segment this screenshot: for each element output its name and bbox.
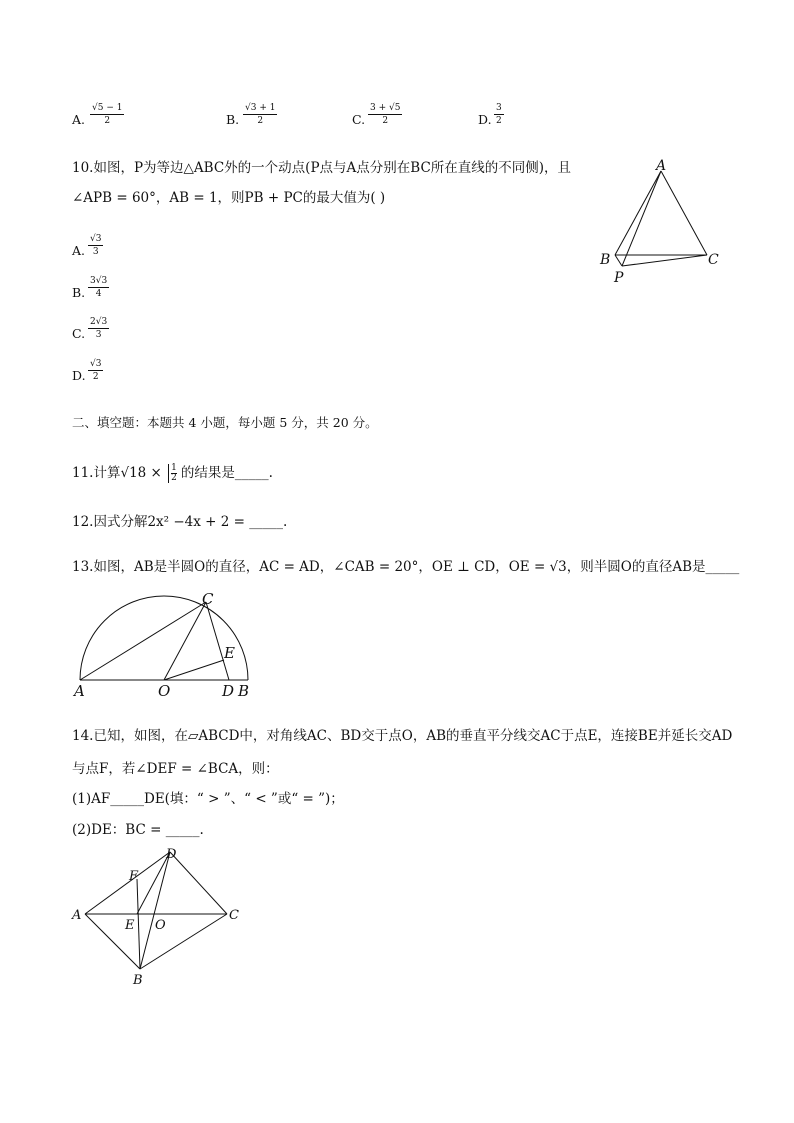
q9-option-c-label: C. — [352, 112, 366, 127]
q13-label-a: A — [74, 682, 85, 700]
q10-option-b-num: 3√3 — [90, 276, 108, 286]
q14-line-cb — [140, 914, 227, 969]
q14-label-a: A — [72, 908, 82, 923]
q14-diagonal-bd — [140, 852, 170, 969]
q10-option-c-label: C. — [72, 326, 86, 341]
q9-option-d-den: 2 — [496, 116, 502, 126]
q13-label-d: D — [222, 682, 235, 700]
q11-prefix: 11.计算√18 × — [72, 465, 167, 481]
q9-option-a-den: 2 — [104, 116, 111, 126]
q10-option-a-den: 3 — [92, 247, 99, 257]
q9-option-b-label: B. — [226, 112, 240, 127]
q9-option-d-label: D. — [478, 112, 492, 127]
q14-parallelogram-figure — [66, 840, 256, 990]
q9-option-b-fraction — [243, 103, 277, 126]
q9-option-c-num: 3 + √5 — [370, 103, 401, 113]
q14-part1: (1)AF_____DE(填：“ > ”、“ < ”或“ = ”)； — [72, 791, 344, 807]
q10-option-a-fraction — [88, 234, 103, 257]
q13-semicircle-figure — [70, 588, 260, 700]
q10-triangle-figure — [590, 158, 730, 288]
q10-option-d-num: √3 — [90, 359, 102, 369]
q14-stem-line2: 与点F，若∠DEF = ∠BCA，则： — [72, 761, 279, 777]
q13-label-o: O — [158, 682, 171, 700]
q13-line-ac — [80, 602, 206, 680]
q9-option-d-fraction — [494, 103, 504, 126]
q10-stem-line2: ∠APB = 60°，AB = 1，则PB + PC的最大值为( ) — [72, 190, 386, 206]
q10-option-b-fraction — [88, 276, 109, 299]
q10-option-a-label: A. — [72, 243, 86, 258]
q10-option-d-fraction — [88, 359, 103, 382]
q14-label-d: D — [166, 847, 177, 862]
q13-semicircle-arc — [80, 596, 248, 680]
q13-stem: 13.如图，AB是半圆O的直径，AC = AD，∠CAB = 20°，OE ⊥ CD，OE = √3，则半圆O的直径AB是_____ — [72, 559, 740, 575]
q10-option-c-num: 2√3 — [90, 317, 108, 327]
q10-option-b-label: B. — [72, 285, 86, 300]
q11-frac-num: 1 — [171, 463, 177, 473]
q9-option-b-num: √3 + 1 — [245, 103, 276, 113]
q10-option-d-den: 2 — [92, 372, 99, 382]
q13-label-c: C — [202, 590, 214, 608]
q11-suffix: 的结果是_____. — [180, 465, 273, 481]
q10-label-p: P — [614, 270, 624, 286]
q10-label-b: B — [600, 252, 611, 268]
q10-line-ac — [661, 171, 707, 255]
q14-label-f: F — [129, 869, 139, 884]
q9-option-a-fraction — [90, 103, 124, 126]
q14-line-dc — [170, 852, 227, 914]
q10-stem-line1: 10.如图，P为等边△ABC外的一个动点(P点与A点分别在BC所在直线的不同侧)，且 — [72, 160, 572, 176]
q11-sqrt-fraction — [168, 464, 179, 483]
q10-line-bp — [615, 255, 622, 266]
q13-label-e: E — [224, 644, 235, 662]
q13-line-cd — [206, 602, 229, 680]
q14-label-e: E — [125, 918, 135, 933]
q10-option-c-den: 3 — [95, 330, 102, 340]
q9-option-d-num: 3 — [496, 103, 502, 113]
q14-part2: (2)DE：BC = _____. — [72, 822, 204, 838]
q10-label-c: C — [708, 252, 719, 268]
q9-option-c-den: 2 — [382, 116, 389, 126]
q14-stem-line1: 14.已知，如图，在▱ABCD中，对角线AC、BD交于点O，AB的垂直平分线交AC于点E，连接BE并延长交AD — [72, 728, 733, 744]
q10-option-c-fraction — [88, 317, 109, 340]
q9-option-a-num: √5 − 1 — [92, 103, 123, 113]
q14-label-o: O — [155, 918, 166, 933]
q10-option-a-num: √3 — [90, 234, 102, 244]
q9-option-b-den: 2 — [257, 116, 264, 126]
section-2-heading: 二、填空题：本题共 4 小题，每小题 5 分，共 20 分。 — [72, 415, 378, 430]
q12-stem: 12.因式分解2x² −4x + 2 = _____. — [72, 514, 288, 530]
q10-option-d-label: D. — [72, 368, 86, 383]
q10-line-pc — [622, 255, 707, 266]
q14-line-ad — [85, 852, 170, 914]
q14-line-bf — [137, 879, 140, 969]
q11-frac-den: 2 — [171, 473, 177, 483]
q11-stem — [72, 464, 273, 483]
q10-line-ab — [615, 171, 661, 255]
q13-label-b: B — [238, 682, 250, 700]
q10-option-b-den: 4 — [95, 289, 102, 299]
q9-option-c-fraction — [368, 103, 402, 126]
q10-line-ap — [622, 171, 661, 266]
q9-option-a-label: A. — [72, 112, 86, 127]
q14-label-c: C — [229, 908, 239, 923]
q14-label-b: B — [133, 973, 143, 988]
q10-label-a: A — [656, 158, 667, 174]
